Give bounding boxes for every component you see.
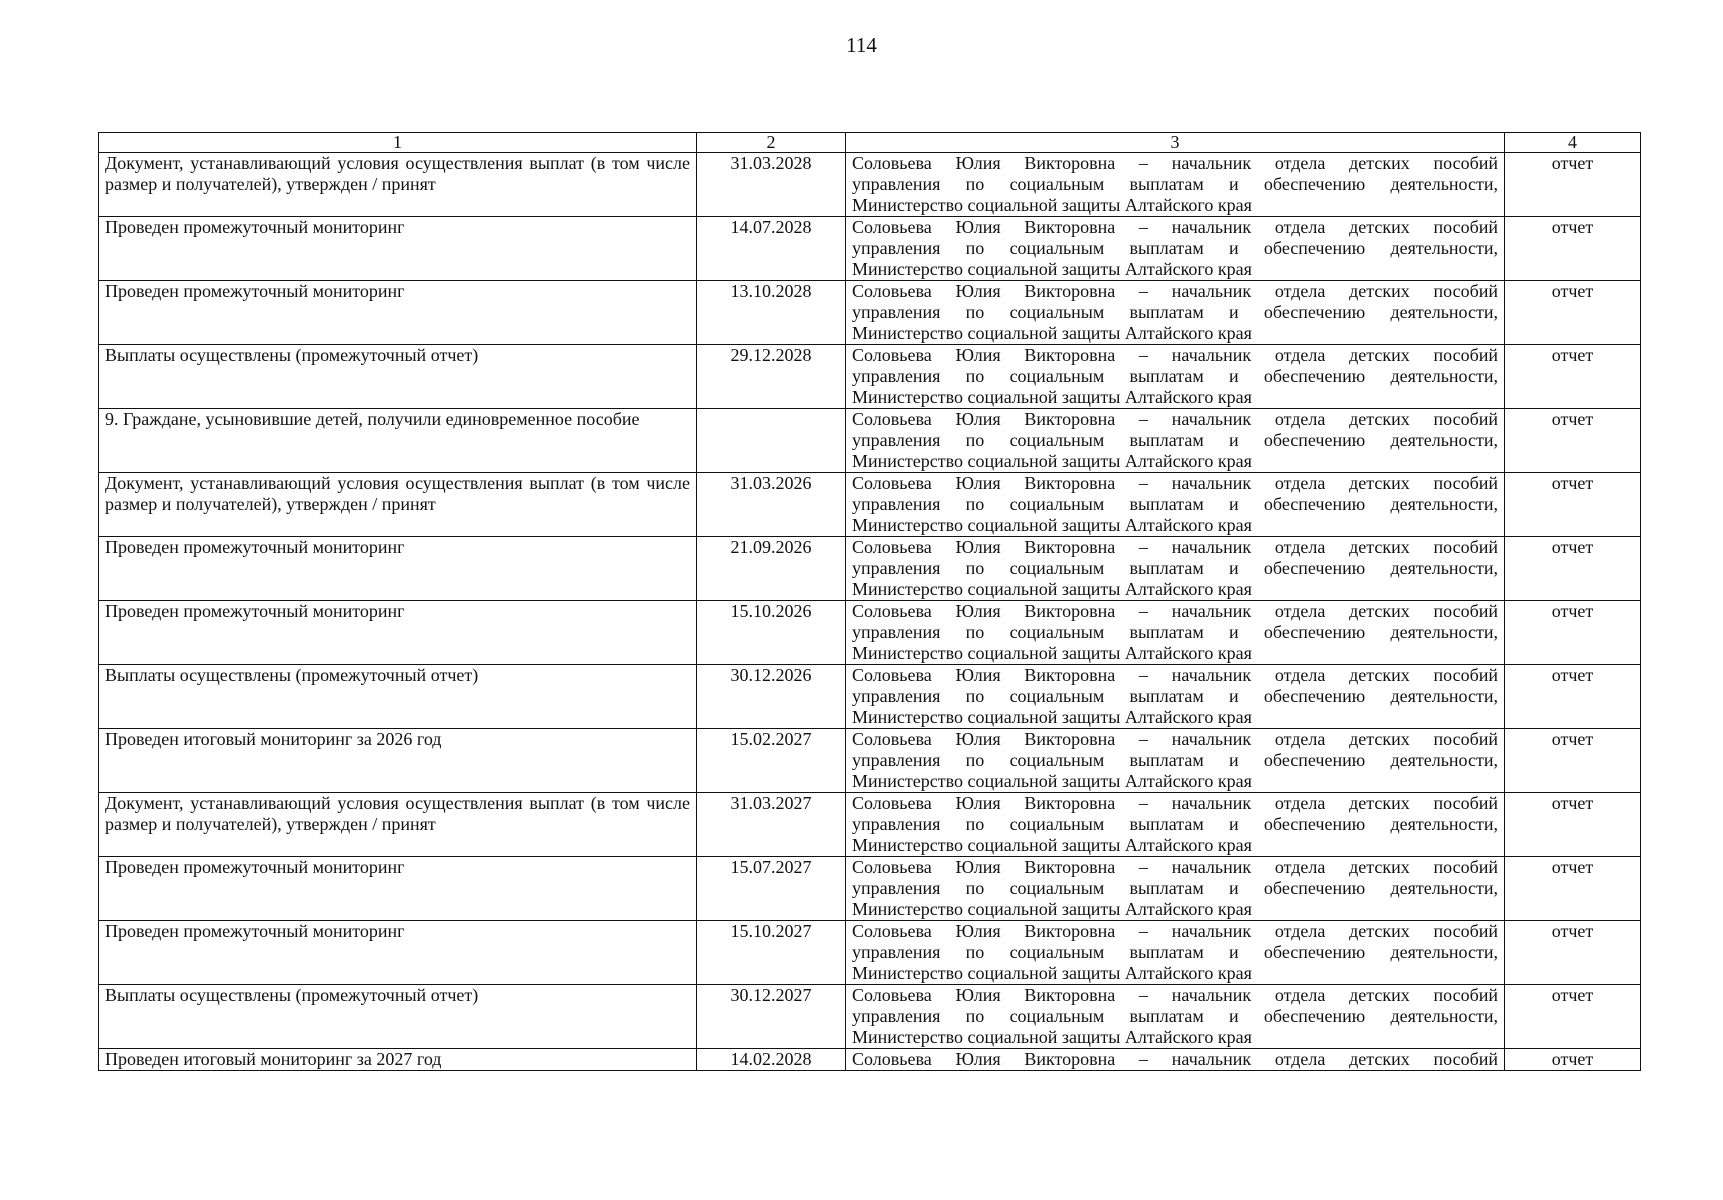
table-row [99, 601, 1641, 665]
responsible-line: управления по социальным выплатам и обеспечению деятельности, [852, 238, 1498, 258]
responsible-cell [846, 857, 1505, 921]
document-type-cell: отчет [1505, 793, 1641, 857]
responsible-line: Соловьева Юлия Викторовна – начальник отдела детских пособий [852, 537, 1498, 557]
date-cell: 21.09.2026 [697, 537, 846, 601]
event-cell: Выплаты осуществлены (промежуточный отчет) [99, 665, 697, 729]
responsible-cell [846, 793, 1505, 857]
document-type-cell: отчет [1505, 345, 1641, 409]
date-cell: 30.12.2026 [697, 665, 846, 729]
event-cell: Проведен промежуточный мониторинг [99, 217, 697, 281]
responsible-line: Соловьева Юлия Викторовна – начальник отдела детских пособий [852, 153, 1498, 173]
schedule-table [98, 132, 1641, 1071]
event-cell: Проведен промежуточный мониторинг [99, 601, 697, 665]
document-type-cell: отчет [1505, 985, 1641, 1049]
column-number-row [99, 133, 1641, 153]
responsible-line: Министерство социальной защиты Алтайского края [852, 451, 1252, 471]
event-cell: Документ, устанавливающий условия осуществления выплат (в том числе размер и получателей), утвержден / принят [99, 153, 697, 217]
date-cell: 15.10.2027 [697, 921, 846, 985]
event-cell: Проведен промежуточный мониторинг [99, 281, 697, 345]
responsible-line: Министерство социальной защиты Алтайского края [852, 899, 1252, 919]
page-number: 114 [846, 33, 877, 57]
date-cell: 15.10.2026 [697, 601, 846, 665]
table-row [99, 345, 1641, 409]
responsible-line: управления по социальным выплатам и обеспечению деятельности, [852, 558, 1498, 578]
date-cell [697, 409, 846, 473]
document-type-cell: отчет [1505, 153, 1641, 217]
table-row [99, 153, 1641, 217]
responsible-line: Соловьева Юлия Викторовна – начальник отдела детских пособий [852, 1049, 1498, 1069]
table-row [99, 1049, 1641, 1071]
responsible-cell [846, 345, 1505, 409]
date-cell: 14.02.2028 [697, 1049, 846, 1071]
responsible-line: управления по социальным выплатам и обеспечению деятельности, [852, 494, 1498, 514]
table-row [99, 537, 1641, 601]
responsible-line: Министерство социальной защиты Алтайского края [852, 323, 1252, 343]
date-cell: 15.02.2027 [697, 729, 846, 793]
event-cell: Проведен итоговый мониторинг за 2026 год [99, 729, 697, 793]
event-cell: Документ, устанавливающий условия осуществления выплат (в том числе размер и получателей), утвержден / принят [99, 793, 697, 857]
table-row [99, 409, 1641, 473]
responsible-cell [846, 409, 1505, 473]
column-number: 3 [846, 133, 1505, 153]
responsible-line: Министерство социальной защиты Алтайского края [852, 771, 1252, 791]
responsible-cell [846, 1049, 1505, 1071]
responsible-line: Министерство социальной защиты Алтайского края [852, 387, 1252, 407]
responsible-line: управления по социальным выплатам и обеспечению деятельности, [852, 750, 1498, 770]
table-body [99, 153, 1641, 1071]
date-cell: 15.07.2027 [697, 857, 846, 921]
document-type-cell: отчет [1505, 537, 1641, 601]
table-row [99, 793, 1641, 857]
responsible-line: Соловьева Юлия Викторовна – начальник отдела детских пособий [852, 345, 1498, 365]
responsible-line: Соловьева Юлия Викторовна – начальник отдела детских пособий [852, 921, 1498, 941]
event-cell: Проведен промежуточный мониторинг [99, 921, 697, 985]
table-row [99, 217, 1641, 281]
responsible-line: Министерство социальной защиты Алтайского края [852, 1027, 1252, 1047]
event-cell: Проведен промежуточный мониторинг [99, 537, 697, 601]
responsible-line: Соловьева Юлия Викторовна – начальник отдела детских пособий [852, 281, 1498, 301]
column-number: 4 [1505, 133, 1641, 153]
document-type-cell: отчет [1505, 601, 1641, 665]
event-cell: Проведен промежуточный мониторинг [99, 857, 697, 921]
document-type-cell: отчет [1505, 1049, 1641, 1071]
date-cell: 14.07.2028 [697, 217, 846, 281]
responsible-line: Министерство социальной защиты Алтайского края [852, 963, 1252, 983]
responsible-line: управления по социальным выплатам и обеспечению деятельности, [852, 622, 1498, 642]
responsible-cell [846, 665, 1505, 729]
responsible-cell [846, 601, 1505, 665]
responsible-line: управления по социальным выплатам и обеспечению деятельности, [852, 302, 1498, 322]
document-type-cell: отчет [1505, 729, 1641, 793]
responsible-cell [846, 921, 1505, 985]
event-cell: Проведен итоговый мониторинг за 2027 год [99, 1049, 697, 1071]
event-cell: Документ, устанавливающий условия осуществления выплат (в том числе размер и получателей), утвержден / принят [99, 473, 697, 537]
responsible-line: Министерство социальной защиты Алтайского края [852, 579, 1252, 599]
responsible-line: Соловьева Юлия Викторовна – начальник отдела детских пособий [852, 729, 1498, 749]
document-type-cell: отчет [1505, 665, 1641, 729]
table-row [99, 281, 1641, 345]
responsible-cell [846, 153, 1505, 217]
table-row [99, 857, 1641, 921]
event-cell: 9. Граждане, усыновившие детей, получили единовременное пособие [99, 409, 697, 473]
responsible-line: Соловьева Юлия Викторовна – начальник отдела детских пособий [852, 857, 1498, 877]
column-number: 1 [99, 133, 697, 153]
responsible-line: управления по социальным выплатам и обеспечению деятельности, [852, 1006, 1498, 1026]
document-type-cell: отчет [1505, 473, 1641, 537]
event-cell: Выплаты осуществлены (промежуточный отчет) [99, 985, 697, 1049]
responsible-line: управления по социальным выплатам и обеспечению деятельности, [852, 366, 1498, 386]
table-row [99, 473, 1641, 537]
responsible-line: управления по социальным выплатам и обеспечению деятельности, [852, 878, 1498, 898]
responsible-line: управления по социальным выплатам и обеспечению деятельности, [852, 942, 1498, 962]
responsible-line: Соловьева Юлия Викторовна – начальник отдела детских пособий [852, 985, 1498, 1005]
responsible-line: Соловьева Юлия Викторовна – начальник отдела детских пособий [852, 665, 1498, 685]
date-cell: 13.10.2028 [697, 281, 846, 345]
event-cell: Выплаты осуществлены (промежуточный отчет) [99, 345, 697, 409]
responsible-line: Министерство социальной защиты Алтайского края [852, 707, 1252, 727]
date-cell: 29.12.2028 [697, 345, 846, 409]
responsible-line: Министерство социальной защиты Алтайского края [852, 835, 1252, 855]
table-row [99, 729, 1641, 793]
date-cell: 31.03.2028 [697, 153, 846, 217]
responsible-line: управления по социальным выплатам и обеспечению деятельности, [852, 686, 1498, 706]
responsible-cell [846, 281, 1505, 345]
document-type-cell: отчет [1505, 281, 1641, 345]
responsible-line: Министерство социальной защиты Алтайского края [852, 643, 1252, 663]
date-cell: 31.03.2026 [697, 473, 846, 537]
responsible-cell [846, 473, 1505, 537]
date-cell: 30.12.2027 [697, 985, 846, 1049]
responsible-cell [846, 985, 1505, 1049]
responsible-line: управления по социальным выплатам и обеспечению деятельности, [852, 430, 1498, 450]
responsible-line: Министерство социальной защиты Алтайского края [852, 195, 1252, 215]
responsible-line: Министерство социальной защиты Алтайского края [852, 259, 1252, 279]
document-type-cell: отчет [1505, 409, 1641, 473]
table-row [99, 921, 1641, 985]
document-type-cell: отчет [1505, 857, 1641, 921]
responsible-line: Соловьева Юлия Викторовна – начальник отдела детских пособий [852, 601, 1498, 621]
responsible-cell [846, 217, 1505, 281]
date-cell: 31.03.2027 [697, 793, 846, 857]
responsible-line: управления по социальным выплатам и обеспечению деятельности, [852, 814, 1498, 834]
responsible-line: Соловьева Юлия Викторовна – начальник отдела детских пособий [852, 793, 1498, 813]
responsible-line: Министерство социальной защиты Алтайского края [852, 515, 1252, 535]
responsible-line: Соловьева Юлия Викторовна – начальник отдела детских пособий [852, 473, 1498, 493]
responsible-cell [846, 729, 1505, 793]
column-number: 2 [697, 133, 846, 153]
document-type-cell: отчет [1505, 921, 1641, 985]
responsible-line: управления по социальным выплатам и обеспечению деятельности, [852, 174, 1498, 194]
table-row [99, 985, 1641, 1049]
document-type-cell: отчет [1505, 217, 1641, 281]
responsible-cell [846, 537, 1505, 601]
responsible-line: Соловьева Юлия Викторовна – начальник отдела детских пособий [852, 217, 1498, 237]
responsible-line: Соловьева Юлия Викторовна – начальник отдела детских пособий [852, 409, 1498, 429]
table-row [99, 665, 1641, 729]
